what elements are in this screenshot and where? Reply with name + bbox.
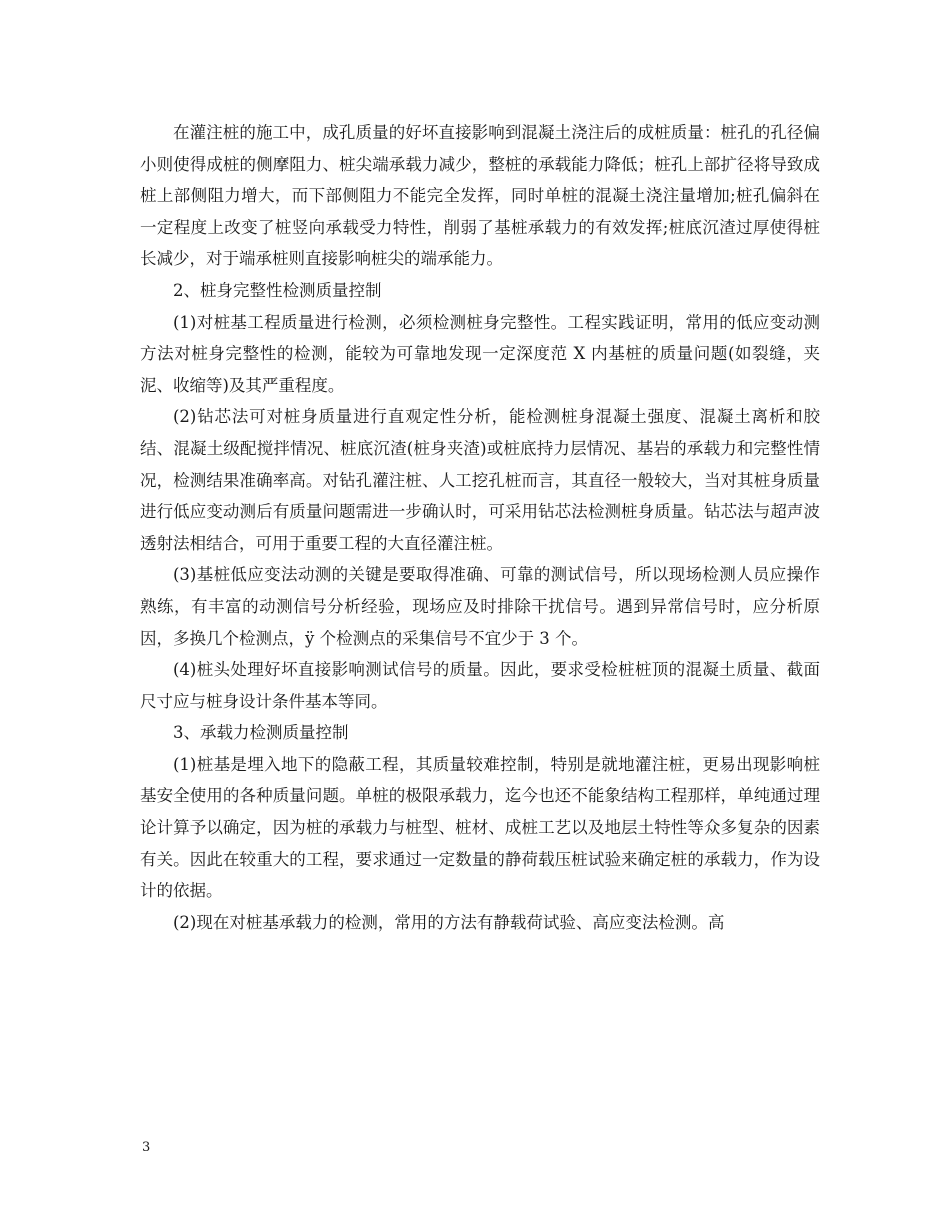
paragraph-2-4: (4)桩头处理好坏直接影响测试信号的质量。因此，要求受检桩桩顶的混凝土质量、截面尺寸应与桩身设计条件基本等同。	[140, 660, 820, 711]
paragraph-2-1: (1)对桩基工程质量进行检测，必须检测桩身完整性。工程实践证明，常用的低应变动测方法对桩身完整性的检测，能较为可靠地发现一定深度范 X 内基桩的质量问题(如裂缝，夹泥、收缩等)及其严重程度。	[140, 312, 820, 395]
section-heading-3: 3、承载力检测质量控制	[173, 723, 349, 743]
document-body	[140, 117, 820, 938]
paragraph-2-2: (2)钻芯法可对桩身质量进行直观定性分析，能检测桩身混凝土强度、混凝土离析和胶结、混凝土级配搅拌情况、桩底沉渣(桩身夹渣)或桩底持力层情况、基岩的承载力和完整性情况，检测结果准确率高。对钻孔灌注桩、人工挖孔桩而言，其直径一般较大，当对其桩身质量进行低应变动测后有质量问题需进一步确认时，可采用钻芯法检测桩身质量。钻芯法与超声波透射法相结合，可用于重要工程的大直径灌注桩。	[140, 407, 820, 553]
section-heading-2: 2、桩身完整性检测质量控制	[173, 280, 382, 300]
paragraph-2-3: (3)基桩低应变法动测的关键是要取得准确、可靠的测试信号，所以现场检测人员应操作熟练，有丰富的动测信号分析经验，现场应及时排除干扰信号。遇到异常信号时，应分析原因，多换几个检测点，ÿ 个检测点的采集信号不宜少于 3 个。	[140, 565, 820, 648]
paragraph-3-2: (2)现在对桩基承载力的检测，常用的方法有静载荷试验、高应变法检测。高	[173, 912, 725, 932]
page-number: 3	[142, 1140, 151, 1155]
paragraph-intro: 在灌注桩的施工中，成孔质量的好坏直接影响到混凝土浇注后的成桩质量：桩孔的孔径偏小则使得成桩的侧摩阻力、桩尖端承载力减少，整桩的承载能力降低；桩孔上部扩径将导致成桩上部侧阻力增大，而下部侧阻力不能完全发挥，同时单桩的混凝土浇注量增加;桩孔偏斜在一定程度上改变了桩竖向承载受力特性，削弱了基桩承载力的有效发挥;桩底沉渣过厚使得桩长减少，对于端承桩则直接影响桩尖的端承能力。	[140, 123, 820, 269]
paragraph-3-1: (1)桩基是埋入地下的隐蔽工程，其质量较难控制，特别是就地灌注桩，更易出现影响桩基安全使用的各种质量问题。单桩的极限承载力，迄今也还不能象结构工程那样，单纯通过理论计算予以确定，因为桩的承载力与桩型、桩材、成桩工艺以及地层土特性等众多复杂的因素有关。因此在较重大的工程，要求通过一定数量的静荷载压桩试验来确定桩的承载力，作为设计的依据。	[140, 754, 820, 901]
